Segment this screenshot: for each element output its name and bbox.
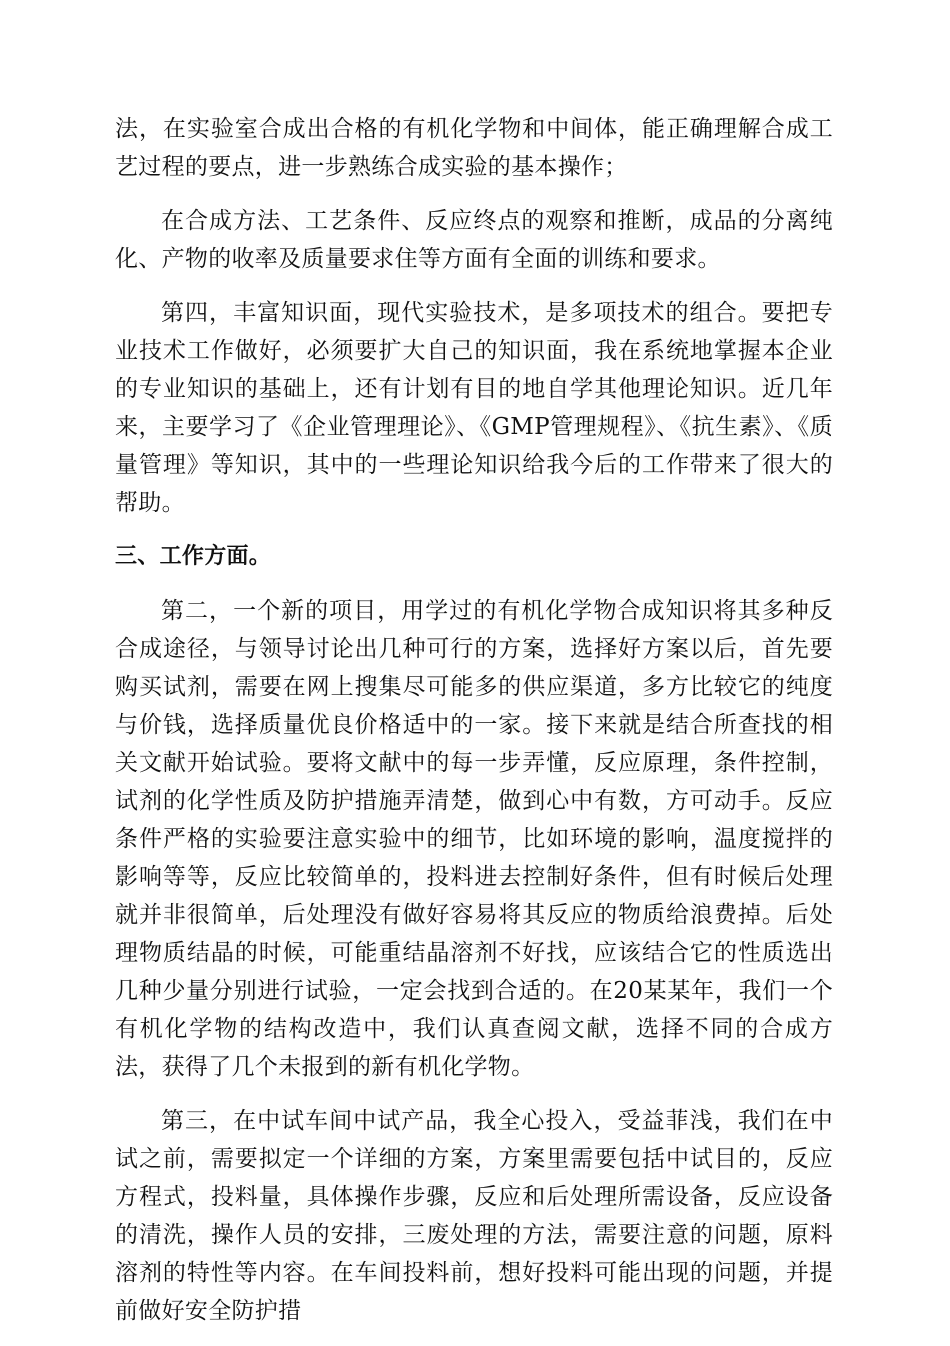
paragraph-continuation: 法，在实验室合成出合格的有机化学物和中间体，能正确理解合成工艺过程的要点，进一步熟练合成实验的基本操作； <box>115 116 833 180</box>
document-page <box>115 110 833 1346</box>
section-heading-work: 三、工作方面。 <box>115 544 272 569</box>
paragraph-synthesis-training: 在合成方法、工艺条件、反应终点的观察和推断，成品的分离纯化、产物的收率及质量要求住等方面有全面的训练和要求。 <box>115 208 833 272</box>
paragraph-fourth-knowledge: 第四，丰富知识面，现代实验技术，是多项技术的组合。要把专业技术工作做好，必须要扩大自己的知识面，我在系统地掌握本企业的专业知识的基础上，还有计划有目的地自学其他理论知识。近几年来，主要学习了《企业管理理论》、《GMP管理规程》、《抗生素》、《质量管理》等知识，其中的一些理论知识给我今后的工作带来了很大的帮助。 <box>115 300 833 516</box>
paragraph-third-pilot: 第三，在中试车间中试产品，我全心投入，受益菲浅，我们在中试之前，需要拟定一个详细的方案，方案里需要包括中试目的，反应方程式，投料量，具体操作步骤，反应和后处理所需设备，反应设备的清洗，操作人员的安排，三废处理的方法，需要注意的问题，原料溶剂的特性等内容。在车间投料前，想好投料可能出现的问题，并提前做好安全防护措 <box>115 1108 833 1324</box>
paragraph-second-project: 第二，一个新的项目，用学过的有机化学物合成知识将其多种反合成途径，与领导讨论出几种可行的方案，选择好方案以后，首先要购买试剂，需要在网上搜集尽可能多的供应渠道，多方比较它的纯度与价钱，选择质量优良价格适中的一家。接下来就是结合所查找的相关文献开始试验。要将文献中的每一步弄懂，反应原理，条件控制，试剂的化学性质及防护措施弄清楚，做到心中有数，方可动手。反应条件严格的实验要注意实验中的细节，比如环境的影响，温度搅拌的影响等等，反应比较简单的，投料进去控制好条件，但有时候后处理就并非很简单，后处理没有做好容易将其反应的物质给浪费掉。后处理物质结晶的时候，可能重结晶溶剂不好找，应该结合它的性质选出几种少量分别进行试验，一定会找到合适的。在20某某年，我们一个有机化学物的结构改造中，我们认真查阅文献，选择不同的合成方法，获得了几个未报到的新有机化学物。 <box>115 598 833 1080</box>
